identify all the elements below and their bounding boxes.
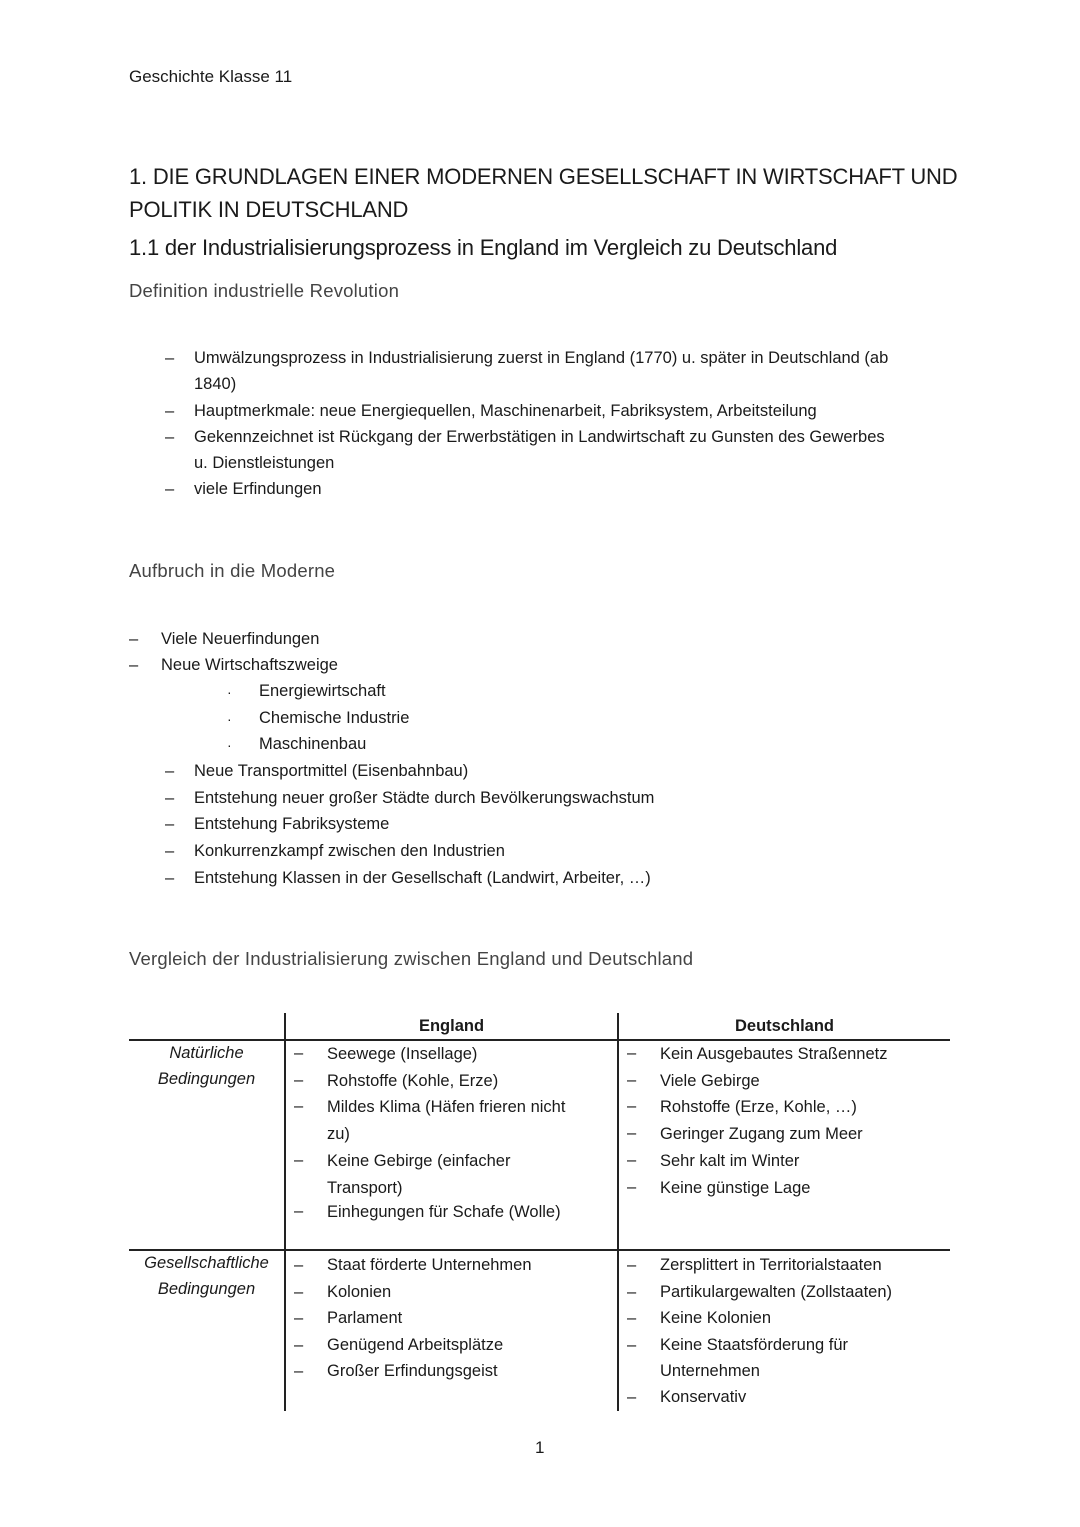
aufbruch-subitem: Energiewirtschaft — [259, 682, 386, 700]
dash-glyph: – — [294, 1256, 304, 1274]
row-label: Gesellschaftliche — [144, 1254, 269, 1272]
table-cell: Keine Staatsförderung für — [660, 1336, 849, 1354]
table-cell: Rohstoffe (Kohle, Erze) — [327, 1072, 499, 1090]
dash-glyph: – — [294, 1097, 304, 1115]
dash-glyph: – — [627, 1044, 637, 1062]
dash-glyph: – — [165, 428, 175, 446]
dash-glyph: – — [627, 1178, 637, 1196]
row-label: Bedingungen — [157, 1070, 256, 1088]
table-cell: Kein Ausgebautes Straßennetz — [660, 1045, 888, 1063]
dash-glyph: – — [165, 869, 175, 887]
table-cell: Sehr kalt im Winter — [660, 1152, 800, 1170]
aufbruch-item: Entstehung Klassen in der Gesellschaft (Landwirt, Arbeiter, …) — [194, 869, 651, 887]
dash-glyph: – — [627, 1097, 637, 1115]
table-cell: Keine Kolonien — [660, 1309, 772, 1327]
dash-glyph: – — [627, 1388, 637, 1406]
dash-glyph: – — [294, 1151, 304, 1169]
aufbruch-subitem: Maschinenbau — [259, 735, 367, 753]
table-cell: Kolonien — [327, 1283, 392, 1301]
table-cell: Genügend Arbeitsplätze — [327, 1336, 504, 1354]
dash-glyph: – — [129, 630, 139, 648]
aufbruch-item: Viele Neuerfindungen — [161, 630, 320, 648]
page-number: 1 — [535, 1438, 545, 1457]
dash-glyph: – — [627, 1336, 637, 1354]
dash-glyph: – — [627, 1124, 637, 1142]
aufbruch-item: Entstehung neuer großer Städte durch Bevölkerungswachstum — [194, 789, 655, 807]
definition-item: viele Erfindungen — [194, 480, 322, 498]
table-cell: Geringer Zugang zum Meer — [660, 1125, 863, 1143]
table-cell: Keine Gebirge (einfacher — [327, 1152, 511, 1170]
table-cell: Einhegungen für Schafe (Wolle) — [327, 1203, 561, 1221]
dash-glyph: – — [294, 1202, 304, 1220]
definition-item: Hauptmerkmale: neue Energiequellen, Maschinenarbeit, Fabriksystem, Arbeitsteilung — [194, 402, 817, 420]
dash-glyph: – — [294, 1336, 304, 1354]
table-divider-vertical — [284, 1013, 286, 1411]
page-header: Geschichte Klasse 11 — [129, 67, 293, 86]
table-cell: Partikulargewalten (Zollstaaten) — [660, 1283, 893, 1301]
dash-glyph: – — [294, 1071, 304, 1089]
table-divider-horizontal — [129, 1249, 950, 1251]
table-cell: Unternehmen — [660, 1362, 760, 1380]
aufbruch-item: Neue Transportmittel (Eisenbahnbau) — [194, 762, 469, 780]
dash-glyph: – — [165, 480, 175, 498]
table-cell: zu) — [327, 1125, 350, 1143]
definition-item: Umwälzungsprozess in Industrialisierung zuerst in England (1770) u. später in Deutschland (ab — [194, 349, 889, 367]
aufbruch-item: Konkurrenzkampf zwischen den Industrien — [194, 842, 505, 860]
dash-glyph: – — [294, 1283, 304, 1301]
table-cell: Großer Erfindungsgeist — [327, 1362, 498, 1380]
definition-title: Definition industrielle Revolution — [129, 280, 400, 301]
aufbruch-title: Aufbruch in die Moderne — [129, 560, 336, 581]
table-cell: Mildes Klima (Häfen frieren nicht — [327, 1098, 566, 1116]
bullet-glyph: · — [227, 737, 232, 753]
definition-item: 1840) — [194, 375, 237, 393]
dash-glyph: – — [165, 842, 175, 860]
dash-glyph: – — [165, 402, 175, 420]
table-header-deutschland: Deutschland — [734, 1017, 835, 1035]
table-cell: Keine günstige Lage — [660, 1179, 811, 1197]
aufbruch-item: Entstehung Fabriksysteme — [194, 815, 390, 833]
dash-glyph: – — [627, 1309, 637, 1327]
table-cell: Zersplittert in Territorialstaaten — [660, 1256, 882, 1274]
dash-glyph: – — [294, 1044, 304, 1062]
dash-glyph: – — [165, 762, 175, 780]
definition-item: Gekennzeichnet ist Rückgang der Erwerbstätigen in Landwirtschaft zu Gunsten des Gewerbes — [194, 428, 885, 446]
row-label: Natürliche — [169, 1044, 244, 1062]
aufbruch-subitem: Chemische Industrie — [259, 709, 410, 727]
dash-glyph: – — [627, 1256, 637, 1274]
dash-glyph: – — [627, 1071, 637, 1089]
definition-item: u. Dienstleistungen — [194, 454, 335, 472]
dash-glyph: – — [165, 789, 175, 807]
dash-glyph: – — [165, 815, 175, 833]
vergleich-title: Vergleich der Industrialisierung zwischen England und Deutschland — [129, 948, 694, 969]
dash-glyph: – — [294, 1309, 304, 1327]
chapter-heading: 1. DIE GRUNDLAGEN EINER MODERNEN GESELLSCHAFT IN WIRTSCHAFT UND POLITIK IN DEUTSCHLAND — [129, 164, 958, 222]
dash-glyph: – — [129, 656, 139, 674]
table-cell: Staat förderte Unternehmen — [327, 1256, 532, 1274]
table-header-england: England — [418, 1017, 485, 1035]
table-cell: Rohstoffe (Erze, Kohle, …) — [660, 1098, 857, 1116]
dash-glyph: – — [627, 1283, 637, 1301]
row-label: Bedingungen — [157, 1280, 256, 1298]
table-divider-vertical — [617, 1013, 619, 1411]
aufbruch-item: Neue Wirtschaftszweige — [161, 656, 338, 674]
table-cell: Viele Gebirge — [660, 1072, 760, 1090]
table-cell: Parlament — [327, 1309, 403, 1327]
dash-glyph: – — [165, 349, 175, 367]
table-cell: Konservativ — [660, 1388, 747, 1406]
bullet-glyph: · — [227, 711, 232, 727]
table-cell: Transport) — [327, 1179, 403, 1197]
dash-glyph: – — [294, 1362, 304, 1380]
bullet-glyph: · — [227, 684, 232, 700]
section-heading: 1.1 der Industrialisierungsprozess in England im Vergleich zu Deutschland — [129, 235, 838, 260]
table-cell: Seewege (Insellage) — [327, 1045, 478, 1063]
dash-glyph: – — [627, 1151, 637, 1169]
